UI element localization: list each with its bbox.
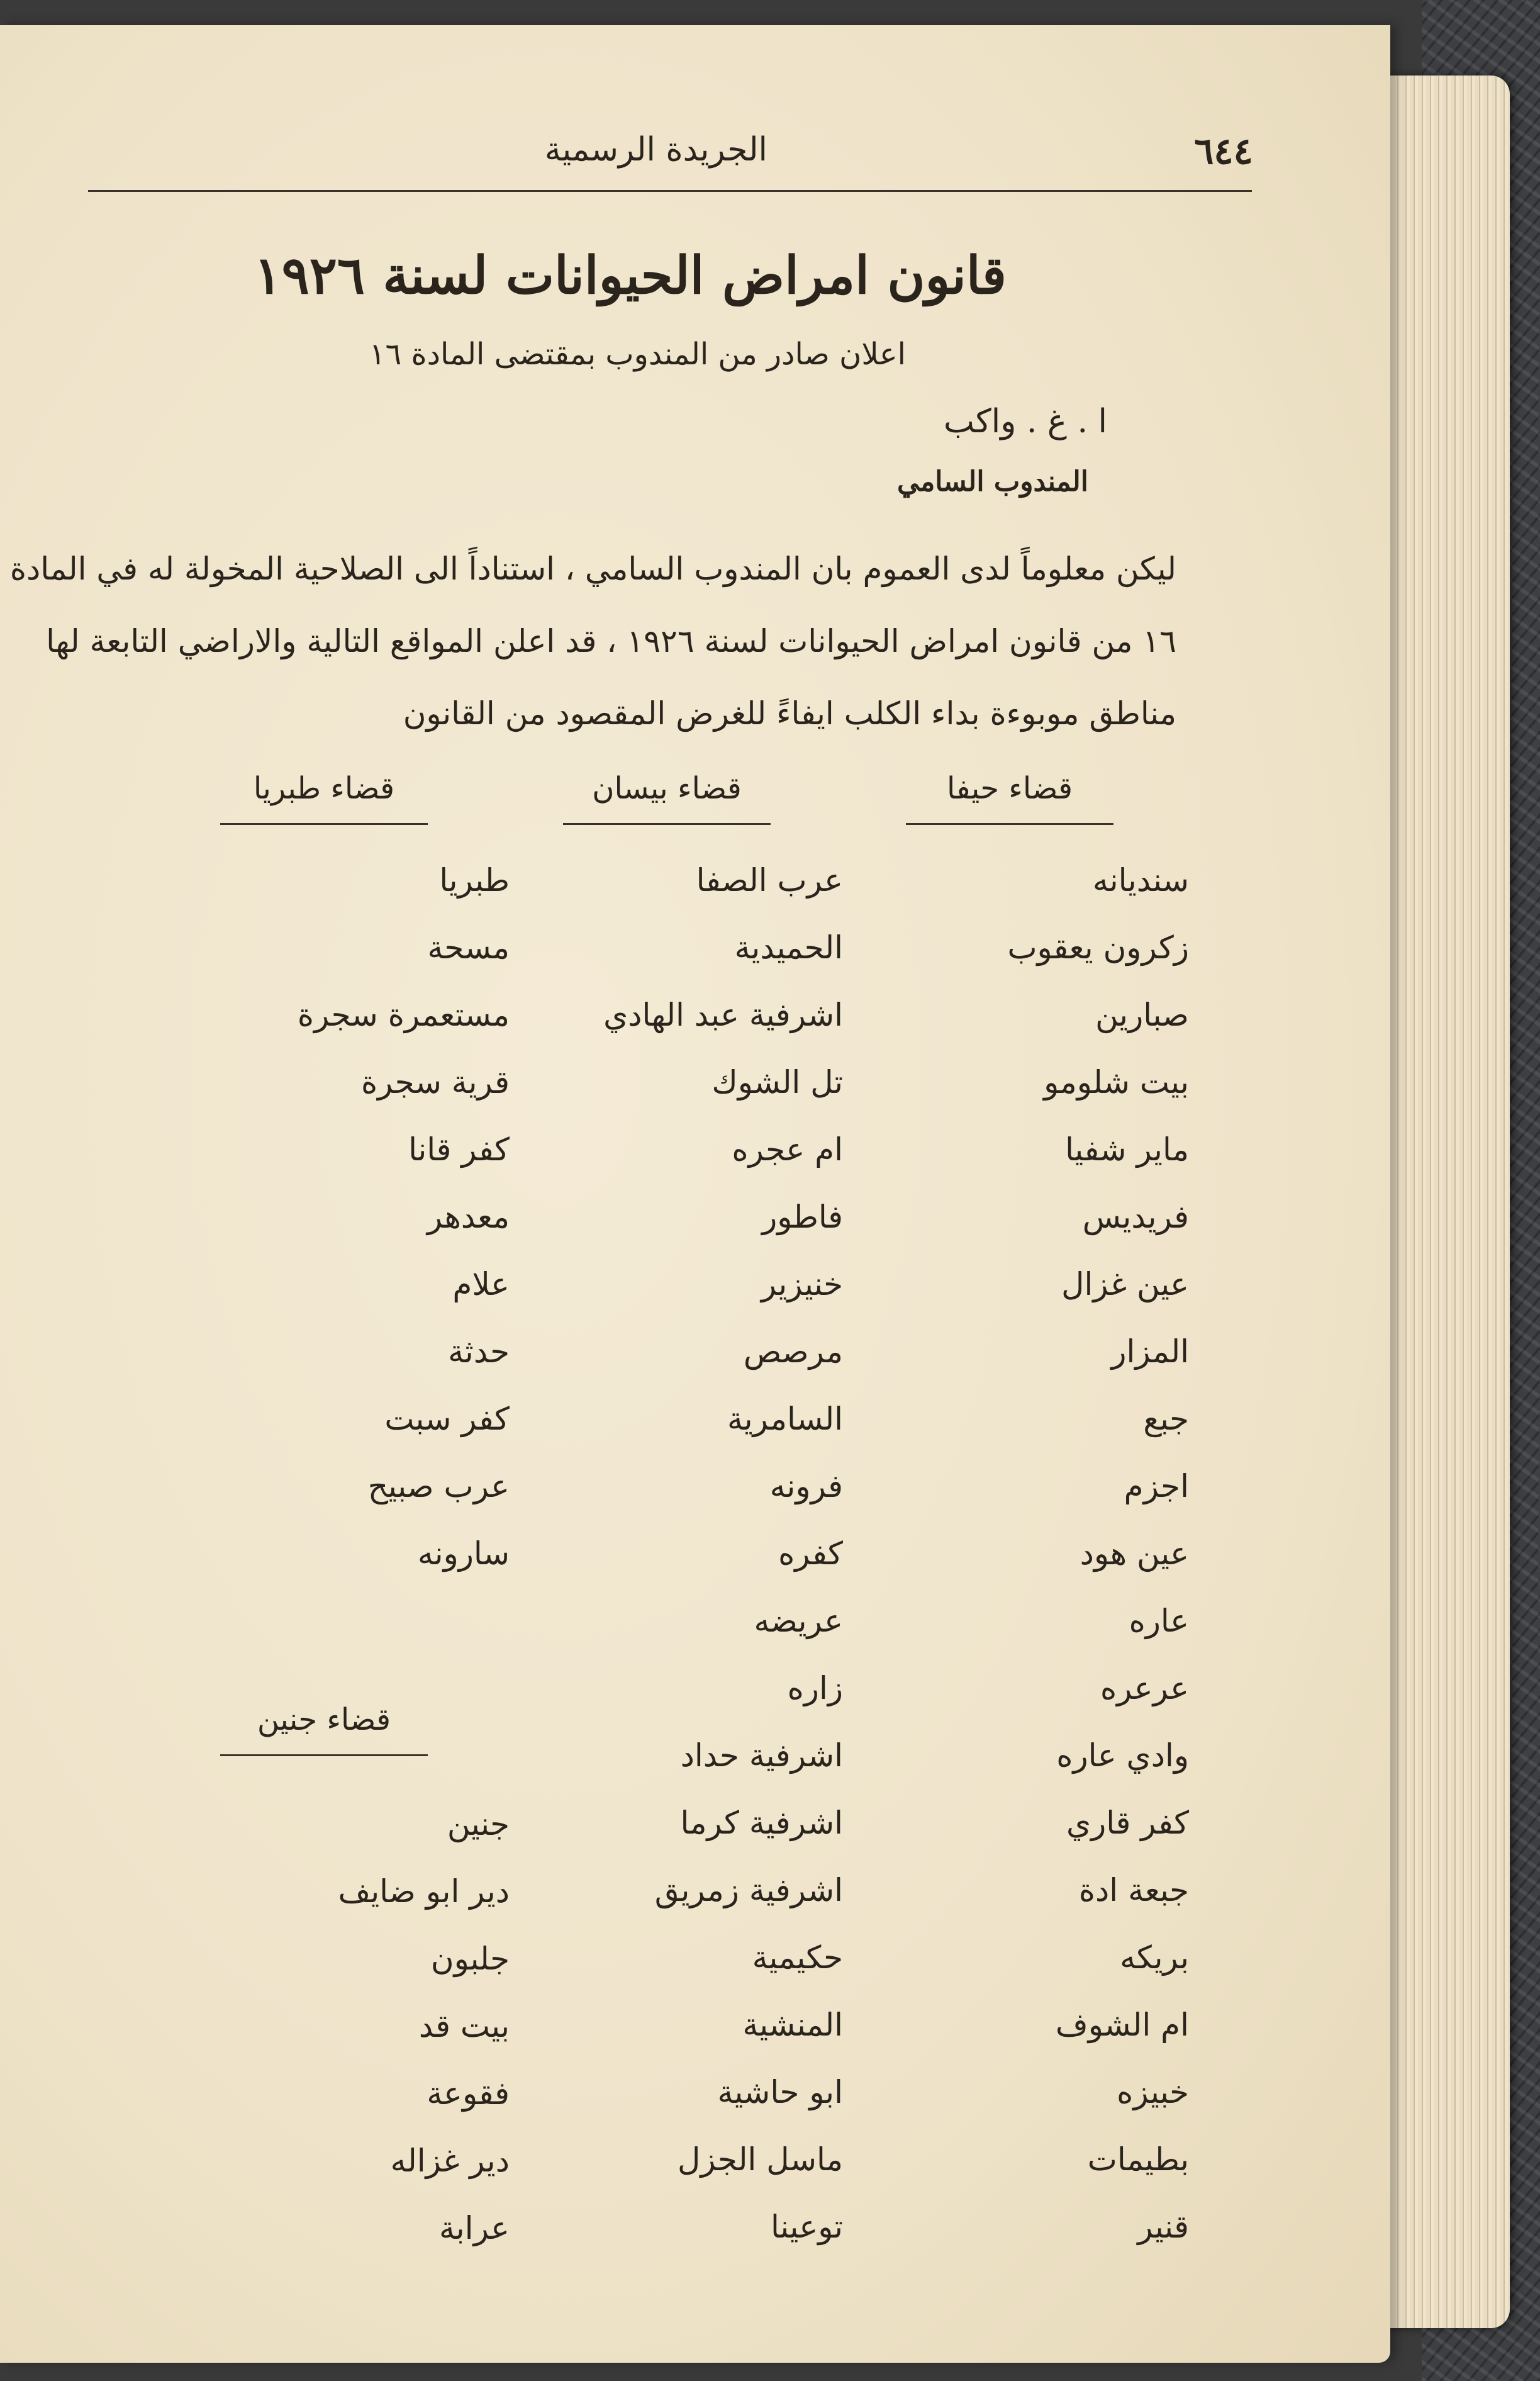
district-heading-beisan: قضاء بيسان	[592, 771, 742, 806]
list-item: زكرون يعقوب	[1007, 929, 1189, 966]
list-item: اشرفية حداد	[680, 1737, 843, 1774]
list-item: دير ابو ضايف	[338, 1873, 510, 1910]
list-item: تل الشوك	[711, 1064, 843, 1101]
list-item: مرصص	[743, 1333, 843, 1370]
list-item: كفر قاري	[1066, 1805, 1189, 1841]
list-item: المنشية	[742, 2007, 843, 2043]
list-item: قرية سجرة	[360, 1064, 510, 1101]
list-item: كفره	[778, 1535, 843, 1572]
list-item: دير غزاله	[390, 2143, 510, 2179]
document-page	[0, 25, 1390, 2363]
district-heading-rule	[563, 823, 771, 825]
list-item: السامرية	[727, 1401, 843, 1437]
list-item: الحميدية	[734, 929, 843, 966]
district-list-beisan	[554, 862, 843, 2246]
list-item: فرونه	[769, 1468, 843, 1504]
district-list-jenin	[201, 1806, 510, 2309]
signature-initials: ا . غ . واكب	[943, 403, 1107, 440]
list-item: سنديانه	[1092, 862, 1189, 899]
list-item: جنين	[447, 1806, 510, 1842]
district-list-tiberias	[201, 862, 510, 1617]
district-list-haifa	[931, 862, 1189, 2246]
list-item: المزار	[1111, 1333, 1189, 1370]
signature-title: المندوب السامي	[897, 466, 1088, 498]
district-heading-rule	[220, 1754, 428, 1756]
list-item: اجزم	[1124, 1468, 1189, 1504]
list-item: جبع	[1143, 1401, 1189, 1437]
district-heading-rule	[220, 823, 428, 825]
list-item: وادي عاره	[1056, 1737, 1189, 1774]
list-item: عريضه	[754, 1603, 843, 1639]
list-item: عرابة	[438, 2210, 510, 2246]
list-item: بيت قد	[418, 2008, 510, 2044]
list-item: ام عجره	[732, 1131, 843, 1168]
list-item: توعينا	[771, 2209, 843, 2245]
list-item: اشرفية كرما	[680, 1805, 843, 1841]
page-number: ٦٤٤	[1194, 130, 1253, 172]
list-item: اشرفية عبد الهادي	[603, 997, 843, 1033]
list-item: عرب الصفا	[696, 862, 843, 899]
paragraph-line-1: ليكن معلوماً لدى العموم بان المندوب السامي ، استناداً الى الصلاحية المخولة له في المادة	[9, 551, 1176, 587]
district-heading-haifa: قضاء حيفا	[946, 771, 1073, 806]
list-item: حدثة	[448, 1333, 510, 1370]
paragraph-line-2: ١٦ من قانون امراض الحيوانات لسنة ١٩٢٦ ، قد اعلن المواقع التالية والاراضي التابعة لها	[46, 623, 1176, 659]
list-item: مستعمرة سجرة	[297, 997, 510, 1033]
list-item: كفر سبت	[384, 1401, 510, 1437]
list-item: معدهر	[427, 1199, 510, 1235]
list-item: صبارين	[1095, 997, 1189, 1033]
page-title: قانون امراض الحيوانات لسنة ١٩٢٦	[254, 245, 1007, 306]
list-item: ابو حاشية	[717, 2074, 843, 2110]
list-item: علام	[452, 1266, 510, 1303]
list-item: جبعة ادة	[1078, 1872, 1189, 1908]
list-item: خبيزه	[1117, 2074, 1189, 2110]
list-item: جلبون	[430, 1941, 510, 1977]
header-rule	[88, 190, 1252, 192]
list-item: ماير شفيا	[1065, 1131, 1189, 1168]
list-item: فقوعة	[427, 2075, 510, 2112]
list-item: اشرفية زمريق	[654, 1872, 843, 1908]
list-item: زاره	[787, 1670, 843, 1706]
list-item: طبريا	[439, 862, 510, 899]
list-item: عين هود	[1080, 1535, 1189, 1572]
list-item: حكيمية	[752, 1939, 843, 1976]
district-heading-rule	[906, 823, 1113, 825]
list-item: بيت شلومو	[1044, 1064, 1189, 1101]
running-head: الجريدة الرسمية	[544, 131, 767, 169]
list-item: مسحة	[427, 929, 510, 966]
page-subtitle: اعلان صادر من المندوب بمقتضى المادة ١٦	[369, 337, 906, 372]
list-item: عاره	[1129, 1603, 1189, 1639]
paragraph-line-3: مناطق موبوءة بداء الكلب ايفاءً للغرض المقصود من القانون	[403, 695, 1176, 732]
list-item: عرب صبيح	[367, 1468, 510, 1504]
list-item: فاطور	[762, 1199, 843, 1235]
list-item: ام الشوف	[1055, 2007, 1189, 2043]
list-item: فريديس	[1082, 1199, 1189, 1235]
list-item: خنيزير	[761, 1266, 843, 1303]
list-item: سارونه	[417, 1535, 510, 1572]
district-heading-jenin: قضاء جنين	[257, 1702, 391, 1737]
list-item: قنير	[1137, 2209, 1189, 2245]
list-item: عرعره	[1100, 1670, 1189, 1706]
district-heading-tiberias: قضاء طبريا	[253, 771, 395, 806]
list-item: ماسل الجزل	[678, 2141, 843, 2178]
list-item: بريكه	[1120, 1939, 1189, 1976]
list-item: كفر قانا	[408, 1131, 510, 1168]
list-item: بطيمات	[1087, 2141, 1189, 2178]
list-item: عين غزال	[1061, 1266, 1189, 1303]
